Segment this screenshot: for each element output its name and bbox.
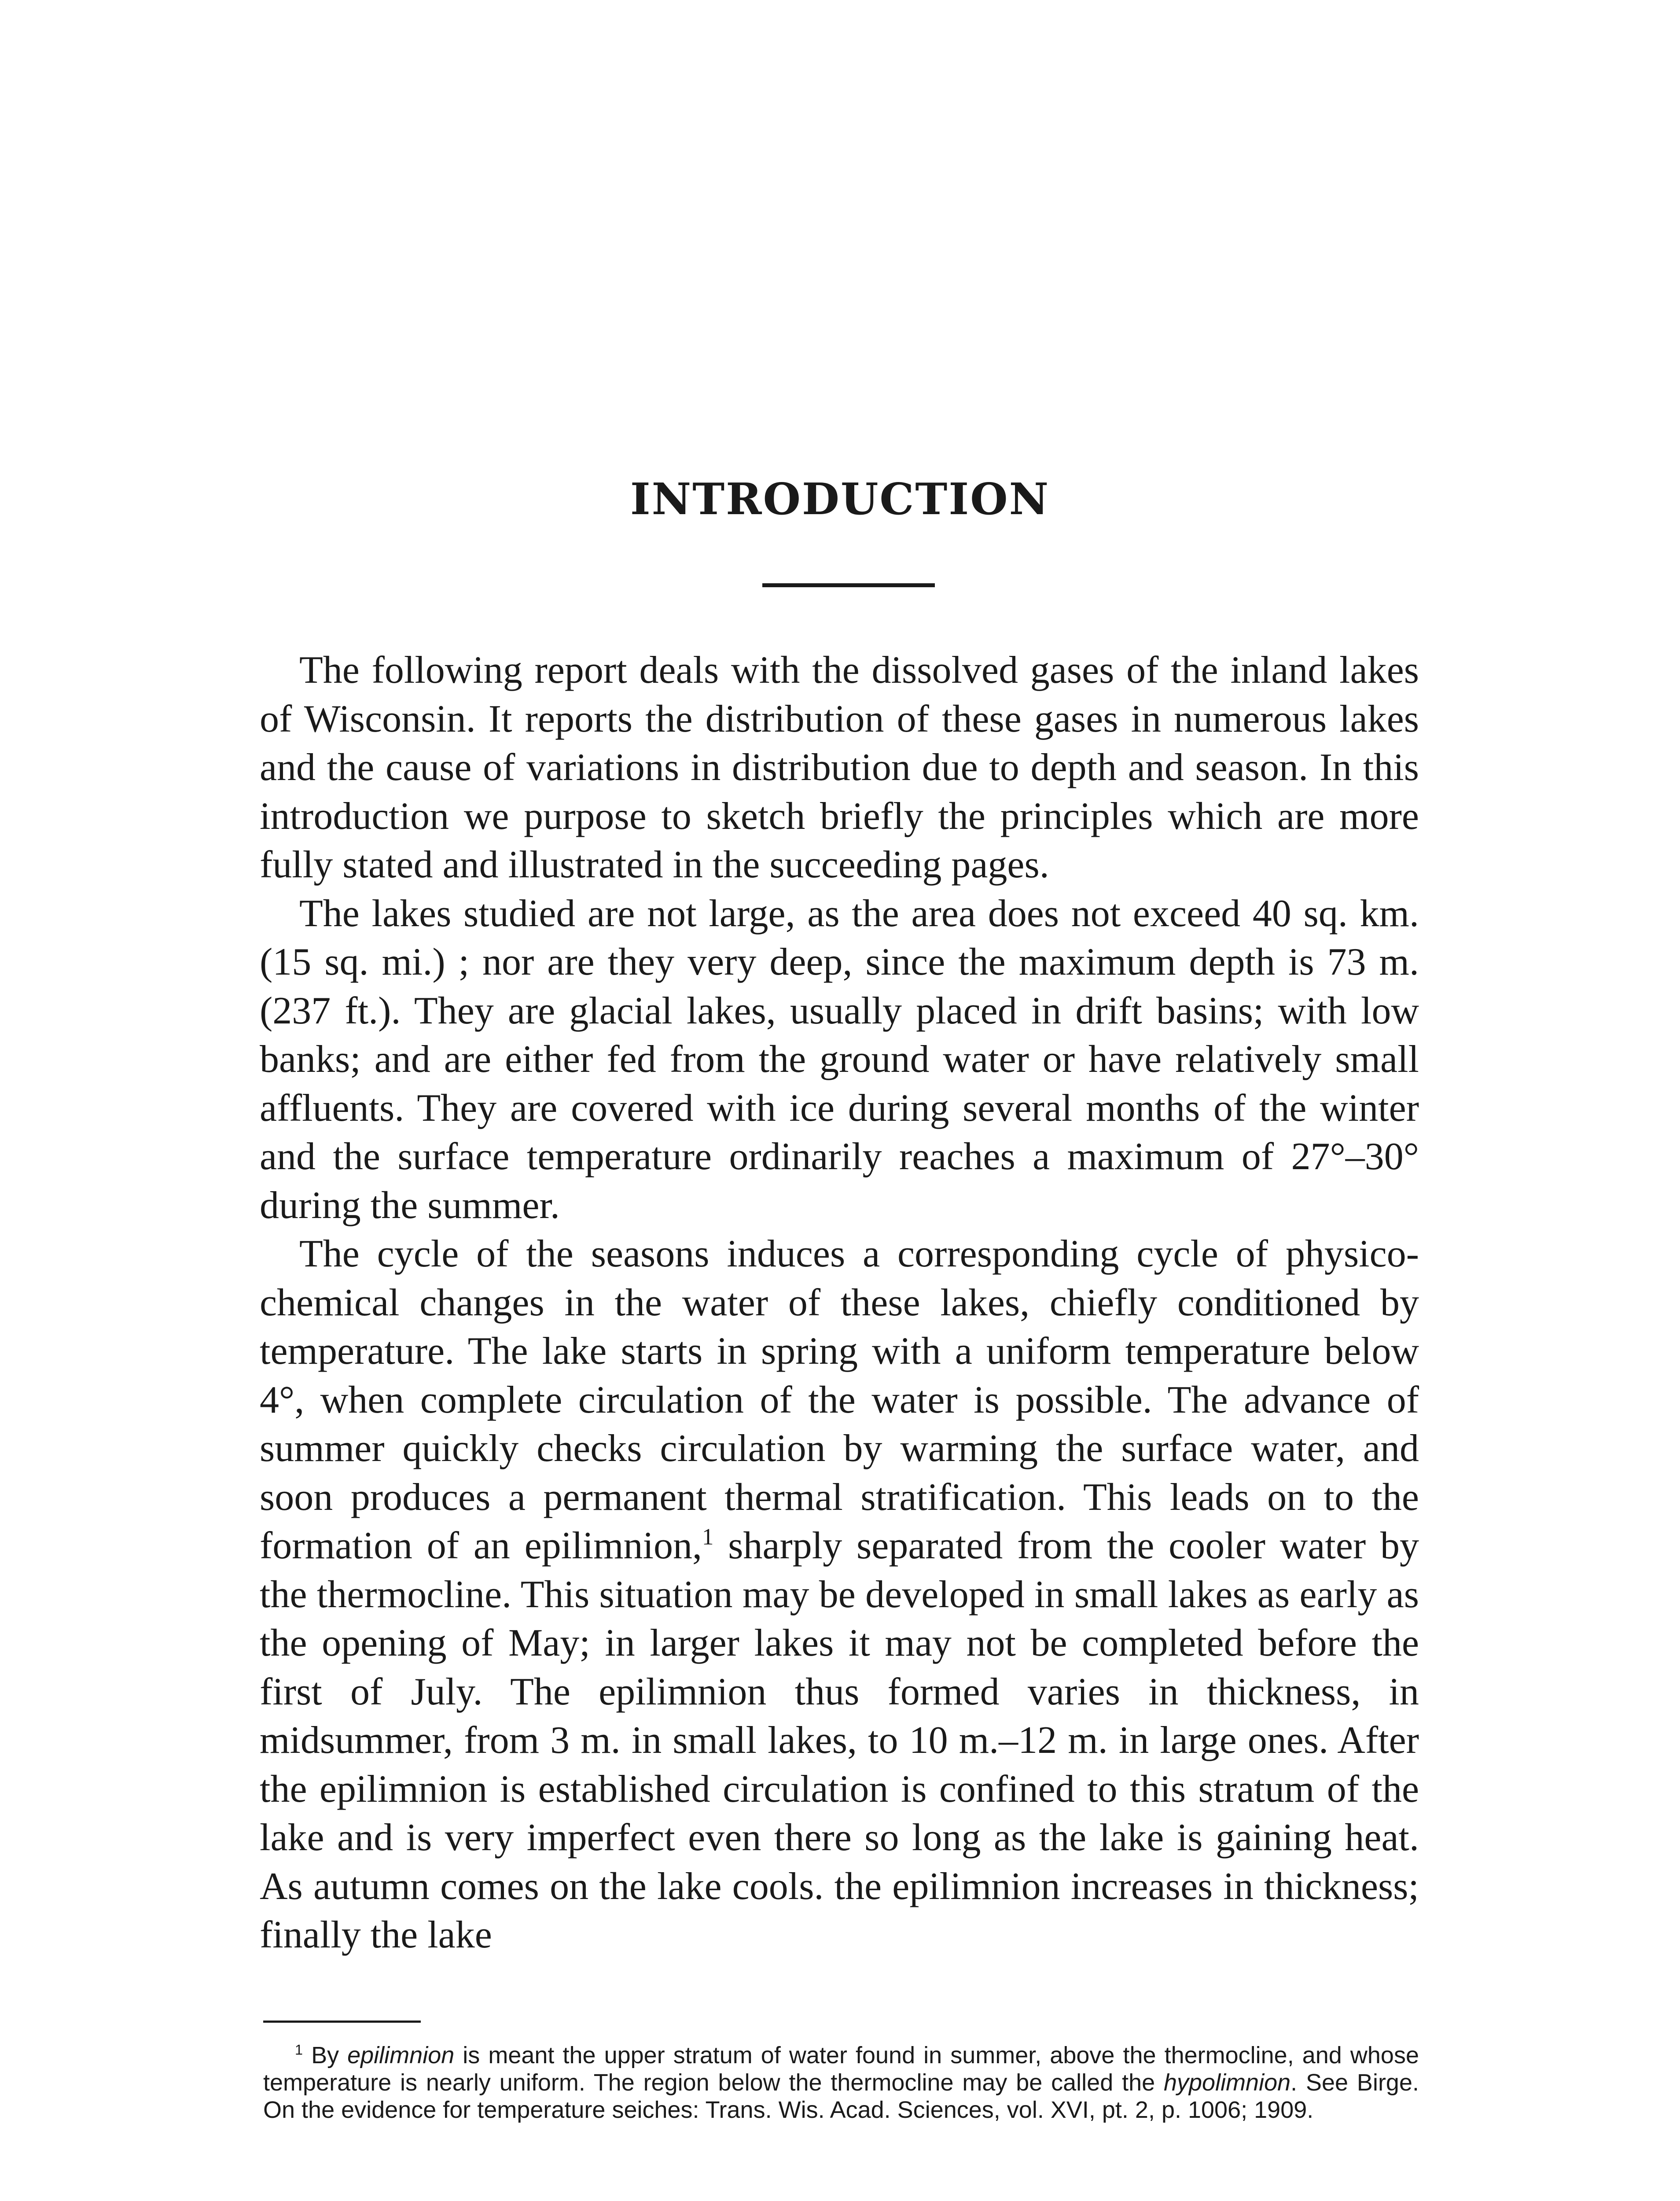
footnote-text-a: By [311, 2042, 348, 2068]
footnote [263, 2042, 1419, 2124]
body-text [260, 646, 1419, 1960]
footnote-text-b: is meant the upper stratum of water found in summer, above the thermocline, and whose temperature is nearly uniform. The region below the thermocline may be called the [263, 2042, 1419, 2096]
paragraph-2: The lakes studied are not large, as the area does not exceed 40 sq. km. (15 sq. mi.) ; nor are they very deep, since the maximum depth is 73 m. (237 ft.). They are glacial lakes, usually placed in drift basins; with low banks; and are either fed from the ground water or have relatively small affluents. They are covered with ice during several months of the winter and the surface temperature ordinarily reaches a maximum of 27°–30° during the summer. [260, 892, 1419, 1227]
footnote-divider [263, 2021, 421, 2023]
footnote-text-c: . See Birge. On the evidence for temperature seiches: Trans. Wis. Acad. Sciences, vol. XVI, pt. 2, p. 1006; 1909. [263, 2069, 1419, 2123]
footnote-marker: 1 [295, 2042, 303, 2058]
footnote-reference: 1 [702, 1524, 714, 1550]
paragraph-1: The following report deals with the dissolved gases of the inland lakes of Wisconsin. It reports the distribution of these gases in numerous lakes and the cause of variations in distribution due to depth and season. In this introduction we purpose to sketch briefly the principles which are more fully stated and illustrated in the succeeding pages. [260, 649, 1419, 886]
footnote-term-epilimnion: epilimnion [347, 2042, 455, 2068]
footnote-term-hypolimnion: hypolimnion [1163, 2069, 1291, 2096]
paragraph-3-text-b: sharply separated from the cooler water by the thermocline. This situation may be developed in small lakes as early as the opening of May; in larger lakes it may not be completed before the first of July. The epilimnion thus formed varies in thickness, in midsummer, from 3 m. in small lakes, to 10 m.–12 m. in large ones. After the epilimnion is established circulation is confined to this stratum of the lake and is very imperfect even there so long as the lake is gaining heat. As autumn comes on the lake cools. the epilimnion increases in thickness; finally the lake [260, 1524, 1419, 1956]
page-title: INTRODUCTION [630, 474, 1050, 525]
paragraph-3 [260, 1230, 1419, 1960]
paragraph-3-text-a: The cycle of the seasons induces a corresponding cycle of physico-chemical changes in the water of these lakes, chiefly conditioned by temperature. The lake starts in spring with a uniform temperature below 4°, when complete circulation of the water is possible. The advance of summer quickly checks circulation by warming the surface water, and soon produces a permanent thermal stratification. This leads on to the formation of an epilimnion, [260, 1233, 1419, 1567]
title-divider [762, 583, 935, 587]
